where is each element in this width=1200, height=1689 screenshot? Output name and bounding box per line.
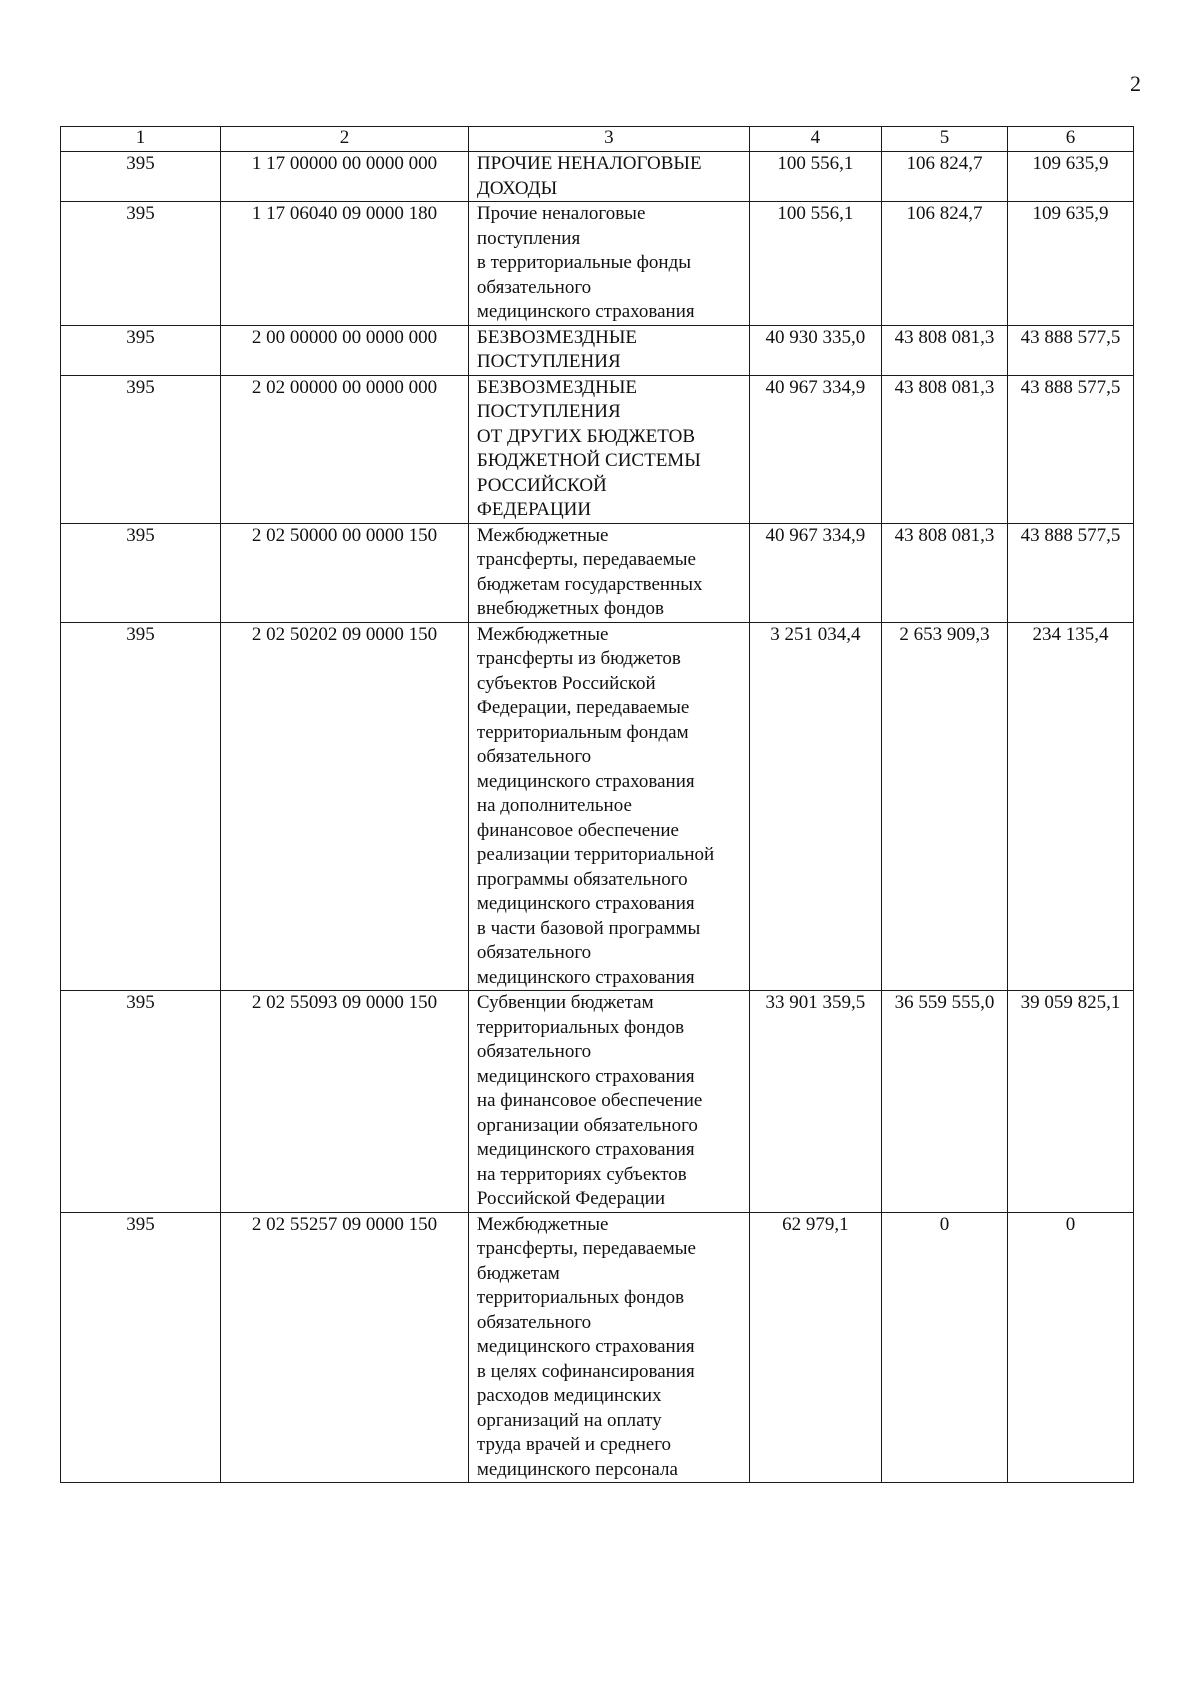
income-name-cell: Межбюджетные трансферты, передаваемые бюджетам территориальных фондов обязательного медицинского страхования в целях софинансирования расходов медицинских организаций на оплату труда врачей и среднего медицинского персонала <box>468 1212 749 1483</box>
amount-year3-cell: 234 135,4 <box>1007 622 1133 991</box>
admin-code-cell: 395 <box>61 622 221 991</box>
amount-year2-cell: 106 824,7 <box>881 152 1007 202</box>
income-name-cell: Межбюджетные трансферты, передаваемые бюджетам государственных внебюджетных фондов <box>468 523 749 622</box>
amount-year1-cell: 62 979,1 <box>749 1212 881 1483</box>
budget-code-cell: 2 02 50202 09 0000 150 <box>221 622 469 991</box>
amount-year3-cell: 109 635,9 <box>1007 202 1133 326</box>
amount-year2-cell: 2 653 909,3 <box>881 622 1007 991</box>
admin-code-cell: 395 <box>61 202 221 326</box>
table-row <box>61 152 1134 202</box>
amount-year2-cell: 43 808 081,3 <box>881 523 1007 622</box>
amount-year2-cell: 106 824,7 <box>881 202 1007 326</box>
budget-code-cell: 2 02 00000 00 0000 000 <box>221 375 469 523</box>
column-header: 1 <box>61 127 221 152</box>
income-name-cell: Межбюджетные трансферты из бюджетов субъектов Российской Федерации, передаваемые территориальным фондам обязательного медицинского страхования на дополнительное финансовое обеспечение реализации территориальной программы обязательного медицинского страхования в части базовой программы обязательного медицинского страхования <box>468 622 749 991</box>
admin-code-cell: 395 <box>61 523 221 622</box>
table-row <box>61 523 1134 622</box>
table-row <box>61 1212 1134 1483</box>
amount-year2-cell: 0 <box>881 1212 1007 1483</box>
admin-code-cell: 395 <box>61 152 221 202</box>
budget-code-cell: 2 02 55257 09 0000 150 <box>221 1212 469 1483</box>
amount-year3-cell: 43 888 577,5 <box>1007 325 1133 375</box>
amount-year1-cell: 100 556,1 <box>749 202 881 326</box>
amount-year2-cell: 36 559 555,0 <box>881 991 1007 1213</box>
amount-year1-cell: 40 967 334,9 <box>749 523 881 622</box>
amount-year1-cell: 3 251 034,4 <box>749 622 881 991</box>
amount-year1-cell: 100 556,1 <box>749 152 881 202</box>
budget-code-cell: 2 02 50000 00 0000 150 <box>221 523 469 622</box>
amount-year1-cell: 33 901 359,5 <box>749 991 881 1213</box>
admin-code-cell: 395 <box>61 325 221 375</box>
admin-code-cell: 395 <box>61 375 221 523</box>
amount-year3-cell: 43 888 577,5 <box>1007 375 1133 523</box>
budget-code-cell: 2 02 55093 09 0000 150 <box>221 991 469 1213</box>
amount-year3-cell: 0 <box>1007 1212 1133 1483</box>
budget-code-cell: 1 17 06040 09 0000 180 <box>221 202 469 326</box>
page-number: 2 <box>1130 71 1141 96</box>
admin-code-cell: 395 <box>61 1212 221 1483</box>
amount-year3-cell: 39 059 825,1 <box>1007 991 1133 1213</box>
amount-year1-cell: 40 930 335,0 <box>749 325 881 375</box>
table-row <box>61 202 1134 326</box>
amount-year3-cell: 109 635,9 <box>1007 152 1133 202</box>
budget-code-cell: 1 17 00000 00 0000 000 <box>221 152 469 202</box>
table-row <box>61 375 1134 523</box>
income-name-cell: БЕЗВОЗМЕЗДНЫЕ ПОСТУПЛЕНИЯ <box>468 325 749 375</box>
column-header: 4 <box>749 127 881 152</box>
amount-year3-cell: 43 888 577,5 <box>1007 523 1133 622</box>
column-header: 2 <box>221 127 469 152</box>
column-header: 3 <box>468 127 749 152</box>
column-header: 6 <box>1007 127 1133 152</box>
income-name-cell: БЕЗВОЗМЕЗДНЫЕ ПОСТУПЛЕНИЯ ОТ ДРУГИХ БЮДЖЕТОВ БЮДЖЕТНОЙ СИСТЕМЫ РОССИЙСКОЙ ФЕДЕРАЦИИ <box>468 375 749 523</box>
amount-year1-cell: 40 967 334,9 <box>749 375 881 523</box>
table-row <box>61 622 1134 991</box>
table-row <box>61 991 1134 1213</box>
income-name-cell: Прочие неналоговые поступления в территориальные фонды обязательного медицинского страхования <box>468 202 749 326</box>
amount-year2-cell: 43 808 081,3 <box>881 325 1007 375</box>
income-name-cell: ПРОЧИЕ НЕНАЛОГОВЫЕ ДОХОДЫ <box>468 152 749 202</box>
column-header: 5 <box>881 127 1007 152</box>
amount-year2-cell: 43 808 081,3 <box>881 375 1007 523</box>
budget-table <box>60 126 1134 1483</box>
budget-code-cell: 2 00 00000 00 0000 000 <box>221 325 469 375</box>
admin-code-cell: 395 <box>61 991 221 1213</box>
header-row <box>61 127 1134 152</box>
income-name-cell: Субвенции бюджетам территориальных фондов обязательного медицинского страхования на финансовое обеспечение организации обязательного медицинского страхования на территориях субъектов Российской Федерации <box>468 991 749 1213</box>
table-row <box>61 325 1134 375</box>
